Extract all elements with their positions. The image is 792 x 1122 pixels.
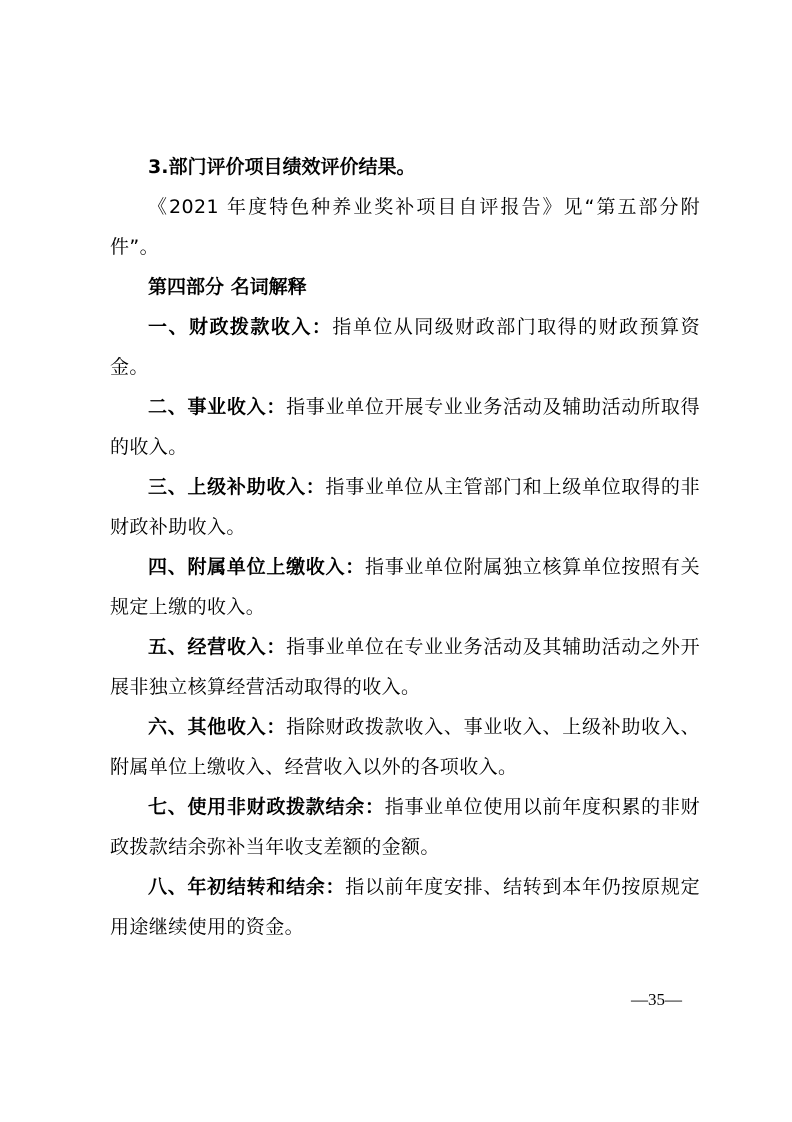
term-definition: 指事业单位附属独立核算单位按照有关规定上缴的收入。: [110, 556, 700, 618]
section-heading: 3.部门评价项目绩效评价结果。: [148, 156, 416, 178]
term-definition: 指以前年度安排、结转到本年仍按原规定用途继续使用的资金。: [110, 876, 700, 938]
term-label: 一、财政拨款收入：: [148, 316, 333, 338]
term-paragraph: [110, 867, 700, 947]
section-text: 《2021 年度特色种养业奖补项目自评报告》见“第五部分附件”。: [110, 196, 700, 258]
term-definition: 指事业单位在专业业务活动及其辅助活动之外开展非独立核算经营活动取得的收入。: [110, 636, 700, 698]
term-paragraph: [110, 467, 700, 547]
term-label: 五、经营收入：: [148, 636, 287, 658]
term-definition: 指单位从同级财政部门取得的财政预算资金。: [110, 316, 700, 378]
term-label: 四、附属单位上缴收入：: [148, 556, 365, 578]
term-label: 三、上级补助收入：: [148, 476, 326, 498]
term-label: 七、使用非财政拨款结余：: [148, 796, 385, 818]
part-title: 第四部分 名词解释: [148, 276, 307, 298]
term-paragraph: [110, 627, 700, 707]
term-label: 二、事业收入：: [148, 396, 287, 418]
term-paragraph: [110, 787, 700, 867]
term-paragraph: [110, 387, 700, 467]
term-label: 八、年初结转和结余：: [148, 876, 346, 898]
term-paragraph: [110, 307, 700, 387]
term-definition: 指除财政拨款收入、事业收入、上级补助收入、附属单位上缴收入、经营收入以外的各项收入。: [110, 716, 700, 778]
term-definition: 指事业单位从主管部门和上级单位取得的非财政补助收入。: [110, 476, 700, 538]
term-paragraph: [110, 707, 700, 787]
term-paragraph: [110, 547, 700, 627]
page-number: —35—: [631, 990, 682, 1009]
term-label: 六、其他收入：: [148, 716, 287, 738]
term-definition: 指事业单位使用以前年度积累的非财政拨款结余弥补当年收支差额的金额。: [110, 796, 700, 858]
term-definition: 指事业单位开展专业业务活动及辅助活动所取得的收入。: [110, 396, 700, 458]
